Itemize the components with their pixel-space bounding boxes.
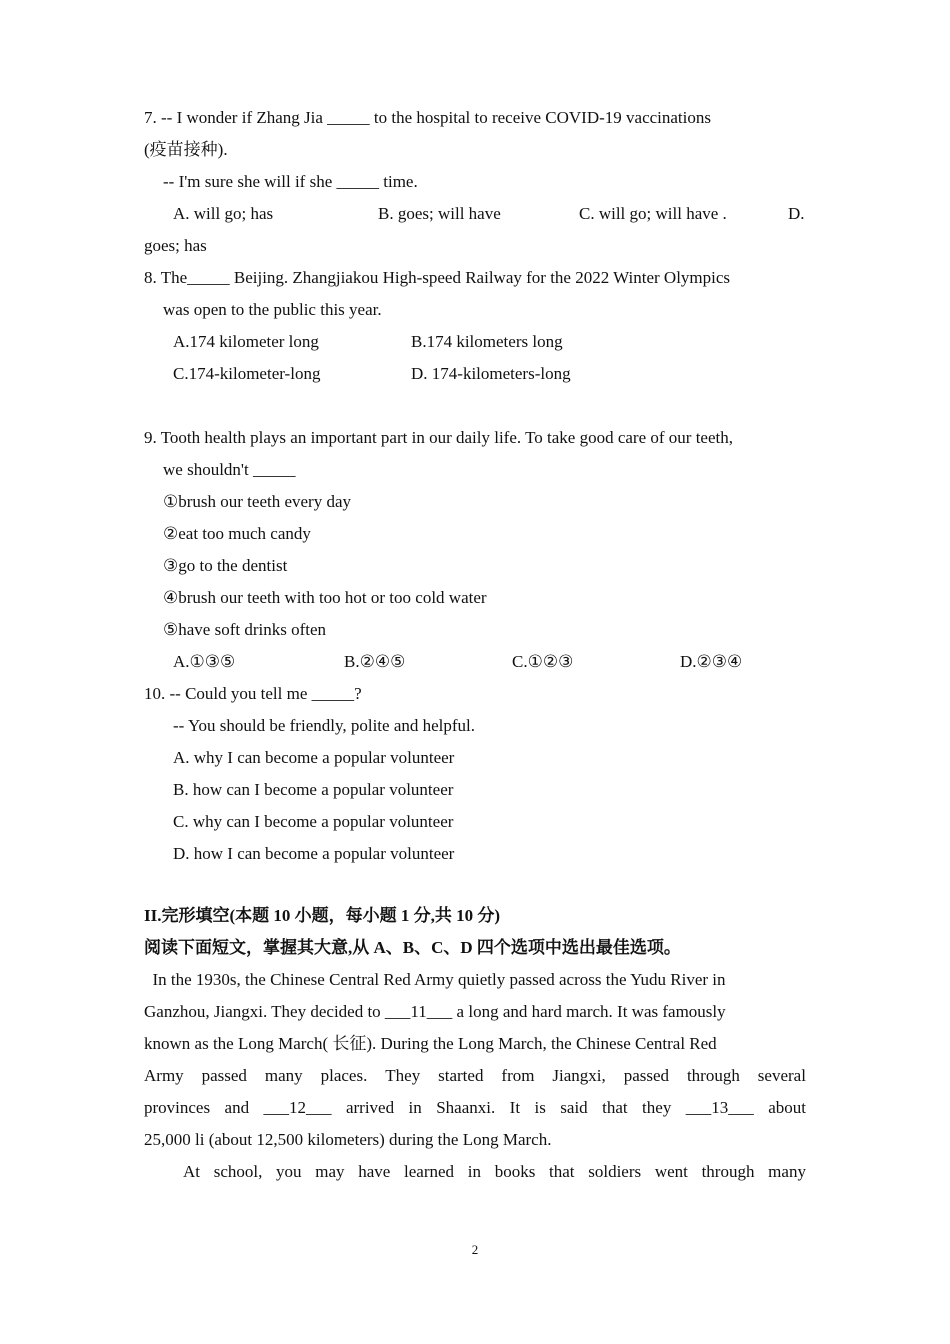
q8-option-c: C.174-kilometer-long: [173, 364, 321, 383]
q10-option-d: D. how I can become a popular volunteer: [173, 844, 455, 863]
word: passed: [623, 1066, 670, 1085]
q10-option-c: C. why can I become a popular volunteer: [173, 812, 454, 831]
q7-option-a: A. will go; has: [173, 204, 274, 223]
section-heading: II.完形填空(本题 10 小题，每小题 1 分,共 10 分): [144, 906, 501, 925]
q7-stem-line1: 7. -- I wonder if Zhang Jia _____ to the hospital to receive COVID-19 vaccinations: [144, 108, 711, 127]
word: that: [549, 1162, 575, 1181]
word: passed: [201, 1066, 247, 1085]
word: learned: [404, 1162, 455, 1181]
word: It: [509, 1098, 521, 1117]
q7-option-c: C. will go; will have .: [579, 204, 727, 223]
q9-option-c: C.①②③: [512, 652, 574, 671]
word: They: [385, 1066, 421, 1085]
q8-option-d: D. 174-kilometers-long: [411, 364, 571, 383]
word: many: [768, 1162, 806, 1181]
word: school,: [213, 1162, 263, 1181]
word: from: [501, 1066, 535, 1085]
passage-line-6: 25,000 li (about 12,500 kilometers) during the Long March.: [144, 1130, 552, 1149]
word: is: [534, 1098, 546, 1117]
q9-item-2: ②eat too much candy: [163, 524, 311, 543]
word: and: [224, 1098, 250, 1117]
q8-option-b: B.174 kilometers long: [411, 332, 563, 351]
passage-line-3: known as the Long March( 长征). During the Long March, the Chinese Central Red: [144, 1034, 717, 1053]
q10-dialogue-reply: -- You should be friendly, polite and helpful.: [173, 716, 476, 735]
word: started: [438, 1066, 484, 1085]
q9-option-b: B.②④⑤: [344, 652, 406, 671]
q9-stem-line2: we shouldn't _____: [163, 460, 296, 479]
passage-line-5: [144, 1098, 806, 1118]
word: that: [602, 1098, 628, 1117]
word: places.: [320, 1066, 368, 1085]
word: through: [701, 1162, 755, 1181]
passage-line-7: [183, 1162, 806, 1182]
q9-item-3: ③go to the dentist: [163, 556, 288, 575]
word: said: [560, 1098, 588, 1117]
word: have: [358, 1162, 391, 1181]
q8-stem-line1: 8. The_____ Beijing. Zhangjiakou High-speed Railway for the 2022 Winter Olympics: [144, 268, 731, 287]
word: you: [276, 1162, 302, 1181]
word: ___13___: [685, 1098, 754, 1117]
word: At: [183, 1162, 200, 1181]
q9-item-1: ①brush our teeth every day: [163, 492, 352, 511]
q8-option-a: A.174 kilometer long: [173, 332, 319, 351]
word: went: [654, 1162, 688, 1181]
q7-stem-line2: (疫苗接种).: [144, 140, 228, 159]
q7-option-d-text: goes; has: [144, 236, 207, 255]
q9-option-a: A.①③⑤: [173, 652, 236, 671]
q10-option-a: A. why I can become a popular volunteer: [173, 748, 455, 767]
passage-line-4: [144, 1066, 806, 1086]
q7-option-d-label: D.: [788, 204, 805, 223]
q9-item-4: ④brush our teeth with too hot or too cold water: [163, 588, 487, 607]
word: they: [642, 1098, 672, 1117]
word: ___12___: [263, 1098, 332, 1117]
word: Army: [144, 1066, 184, 1085]
word: through: [686, 1066, 740, 1085]
q10-option-b: B. how can I become a popular volunteer: [173, 780, 454, 799]
q7-option-b: B. goes; will have: [378, 204, 501, 223]
passage-line-1: In the 1930s, the Chinese Central Red Army quietly passed across the Yudu River in: [144, 970, 726, 989]
q8-stem-line2: was open to the public this year.: [163, 300, 382, 319]
q9-stem-line1: 9. Tooth health plays an important part in our daily life. To take good care of our teeth,: [144, 428, 733, 447]
word: books: [494, 1162, 536, 1181]
word: in: [467, 1162, 481, 1181]
passage-line-2: Ganzhou, Jiangxi. They decided to ___11___ a long and hard march. It was famously: [144, 1002, 726, 1021]
q10-stem-line1: 10. -- Could you tell me _____?: [144, 684, 362, 703]
q7-dialogue-reply: -- I'm sure she will if she _____ time.: [163, 172, 418, 191]
word: Shaanxi.: [436, 1098, 496, 1117]
word: in: [408, 1098, 422, 1117]
word: Jiangxi,: [552, 1066, 606, 1085]
q9-option-d: D.②③④: [680, 652, 743, 671]
q9-item-5: ⑤have soft drinks often: [163, 620, 327, 639]
word: about: [768, 1098, 806, 1117]
word: several: [757, 1066, 806, 1085]
word: arrived: [345, 1098, 395, 1117]
page-number: 2: [471, 1242, 479, 1257]
word: provinces: [144, 1098, 211, 1117]
word: may: [315, 1162, 345, 1181]
section-instruction: 阅读下面短文，掌握其大意,从 A、B、C、D 四个选项中选出最佳选项。: [144, 938, 681, 957]
word: soldiers: [588, 1162, 642, 1181]
word: many: [264, 1066, 303, 1085]
